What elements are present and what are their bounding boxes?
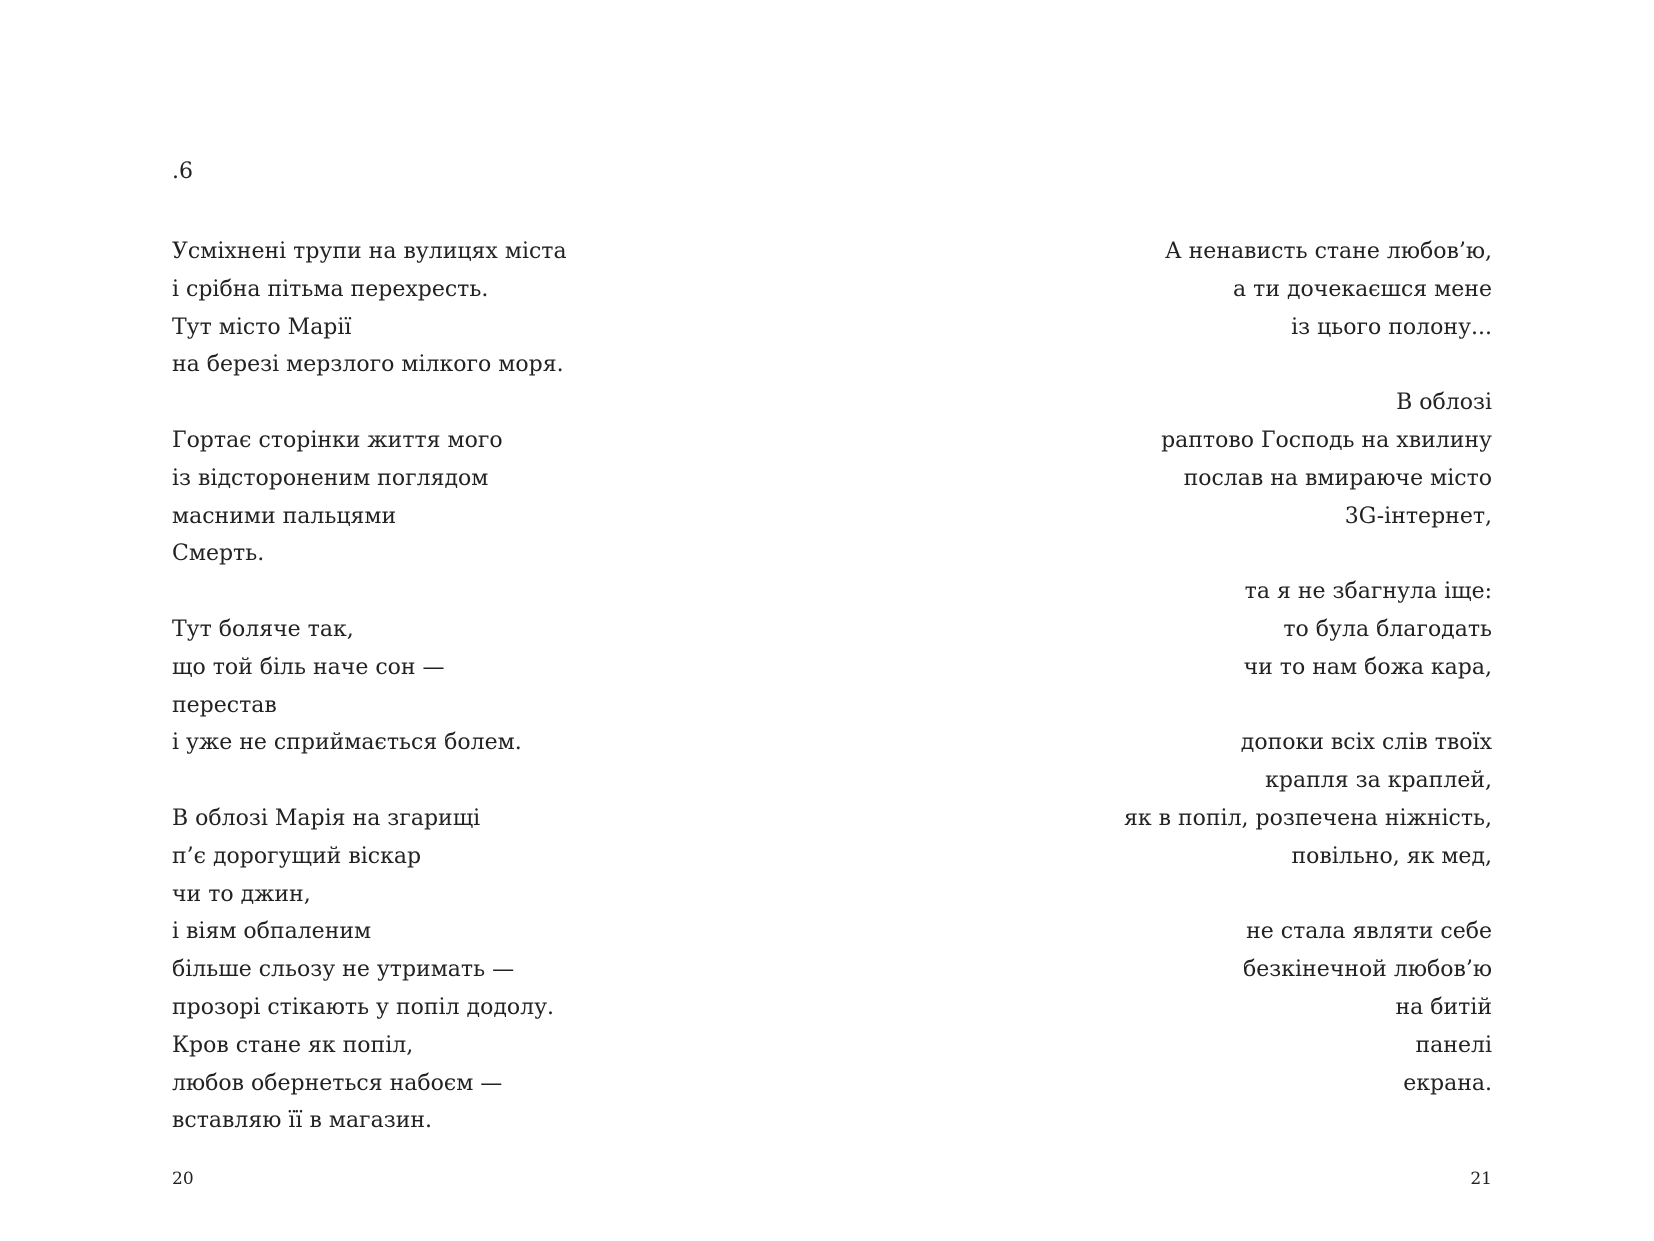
left-poem-body — [172, 233, 792, 1140]
poem-line: раптово Господь на хвилину — [1161, 427, 1492, 453]
poem-line: масними пальцями — [172, 503, 397, 529]
poem-line: любов обернеться набоєм — — [172, 1070, 503, 1096]
stanza — [172, 800, 792, 1140]
page-number: 20 — [172, 1169, 194, 1189]
poem-line: Гортає сторінки життя мого — [172, 427, 503, 453]
poem-line: і віям обпаленим — [172, 919, 372, 945]
poem-line: із відстороненим поглядом — [172, 465, 489, 491]
page-number: 21 — [1470, 1169, 1492, 1189]
poem-line: чи то джин, — [172, 881, 311, 907]
stanza — [872, 913, 1492, 1102]
poem-line: і уже не сприймається болем. — [172, 730, 522, 756]
stanza — [872, 724, 1492, 875]
poem-line: на битій — [1395, 994, 1492, 1020]
poem-line: більше сльозу не утримать — — [172, 957, 515, 983]
poem-line: п’є дорогущий віскар — [172, 843, 422, 869]
poem-line: Кров стане як попіл, — [172, 1032, 414, 1058]
poem-line: вставляю її в магазин. — [172, 1108, 433, 1134]
right-page — [827, 0, 1654, 1241]
right-poem-body — [872, 233, 1492, 1102]
poem-line: послав на вмираюче місто — [1183, 465, 1492, 491]
stanza — [872, 233, 1492, 346]
poem-line: то була благодать — [1283, 616, 1492, 642]
stanza — [872, 384, 1492, 535]
poem-line: не стала являти себе — [1246, 919, 1492, 945]
poem-line: панелі — [1415, 1032, 1492, 1058]
poem-line: екрана. — [1403, 1070, 1492, 1096]
poem-line: із цього полону... — [1291, 314, 1492, 340]
poem-line: 3G-інтернет, — [1344, 503, 1492, 529]
stanza — [872, 573, 1492, 686]
stanza — [172, 611, 792, 762]
poem-line: та я не збагнула іще: — [1244, 579, 1492, 605]
poem-line: Тут місто Марії — [172, 314, 352, 340]
poem-line: перестав — [172, 692, 277, 718]
poem-line: Смерть. — [172, 541, 265, 567]
poem-line: Тут боляче так, — [172, 616, 354, 642]
poem-line: і срібна пітьма перехресть. — [172, 276, 489, 302]
poem-line: А ненависть стане любов’ю, — [1164, 239, 1492, 264]
poem-line: безкінечной любов’ю — [1243, 957, 1492, 983]
poem-line: а ти дочекаєшся мене — [1233, 276, 1492, 302]
poem-line: як в попіл, розпечена ніжність, — [1123, 805, 1492, 831]
poem-line: що той біль наче сон — — [172, 654, 445, 680]
poem-line: повільно, як мед, — [1291, 843, 1492, 869]
poem-line: допоки всіх слів твоїх — [1240, 730, 1492, 756]
stanza — [172, 422, 792, 573]
poem-line: В облозі Марія на згарищі — [172, 805, 481, 831]
poem-line: крапля за краплей, — [1265, 768, 1492, 794]
stanza — [172, 233, 792, 384]
poem-line: прозорі стікають у попіл додолу. — [172, 994, 555, 1020]
poem-line: Усміхнені трупи на вулицях міста — [172, 239, 567, 264]
poem-line: на березі мерзлого мілкого моря. — [172, 352, 564, 378]
poem-line: В облозі — [1396, 390, 1492, 416]
poem-line: чи то нам божа кара, — [1243, 654, 1492, 680]
poem-number: .6 — [172, 159, 193, 184]
